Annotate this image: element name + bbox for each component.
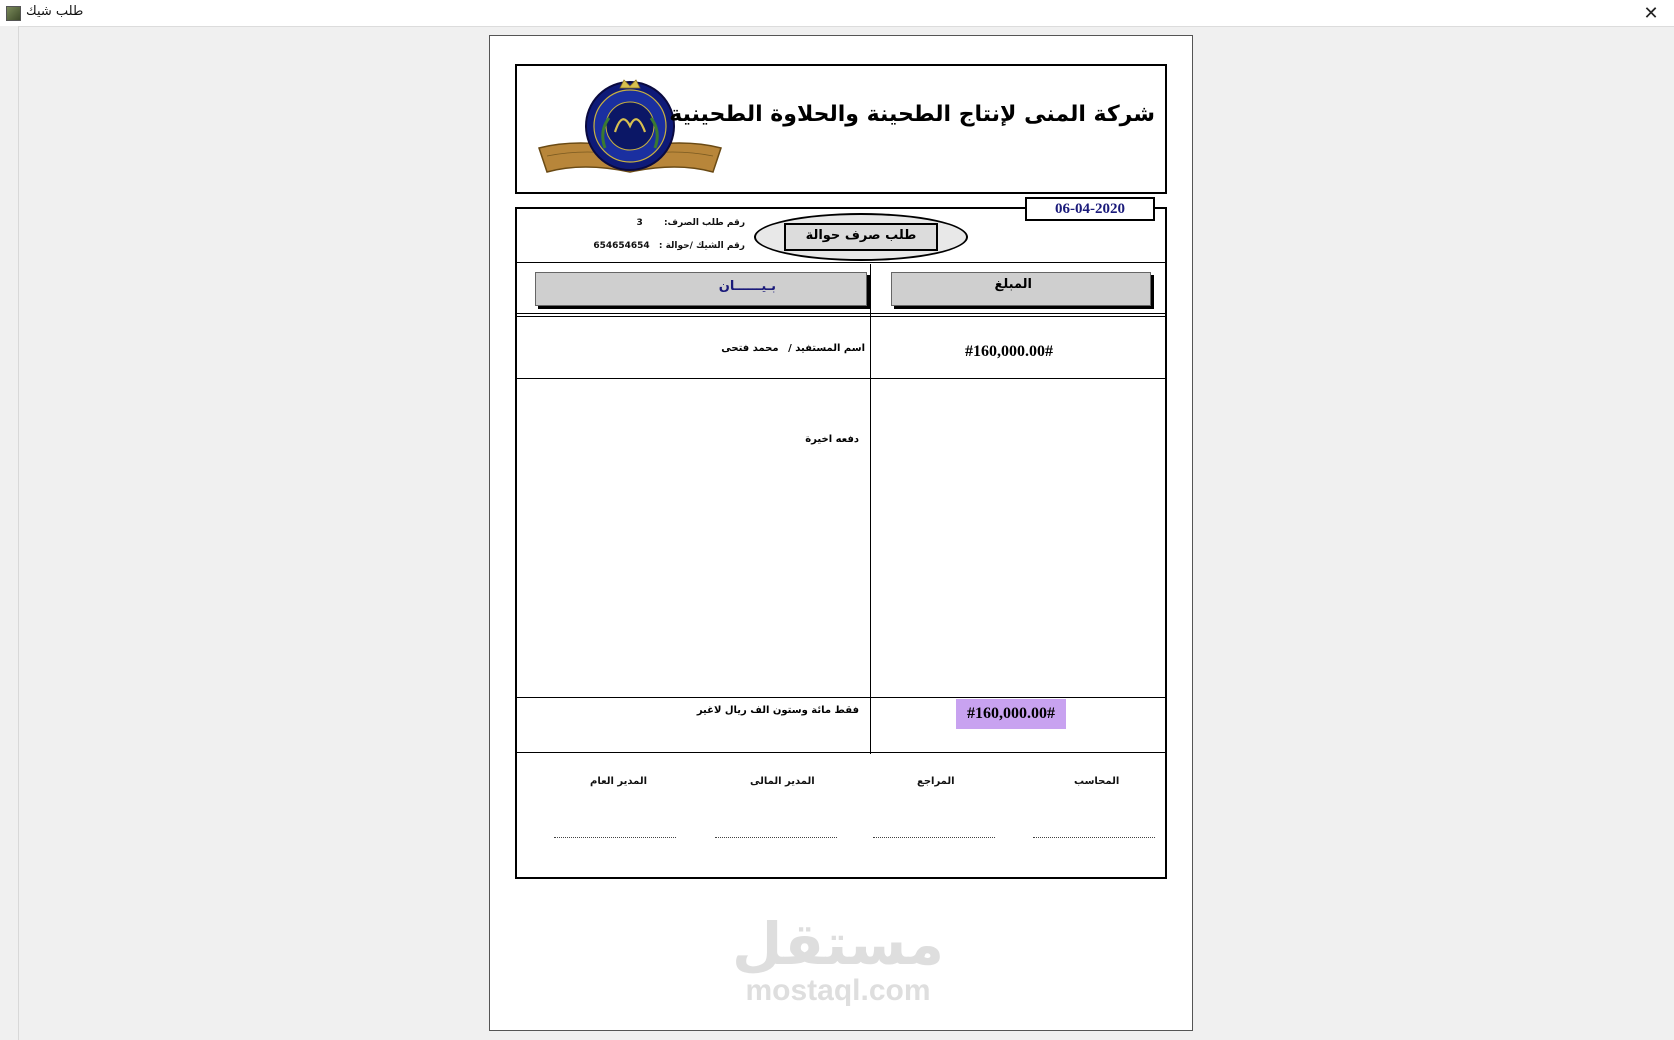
request-number-label: رقم طلب الصرف: bbox=[663, 218, 745, 228]
check-number-row bbox=[593, 241, 745, 251]
payment-description: دفعه اخيرة bbox=[805, 434, 859, 445]
divider bbox=[517, 316, 1165, 317]
column-divider bbox=[870, 264, 871, 754]
watermark-arabic: مستقل bbox=[731, 910, 945, 978]
request-number-value: 3 bbox=[636, 218, 643, 228]
report-body bbox=[515, 207, 1167, 879]
signature-line bbox=[715, 837, 837, 838]
divider bbox=[517, 752, 1165, 753]
amount-column-header bbox=[891, 272, 1151, 306]
description-column-header bbox=[535, 272, 867, 306]
signature-reviewer: المراجع bbox=[917, 776, 955, 787]
divider bbox=[517, 697, 1165, 698]
description-header-label: بـيــــــان bbox=[718, 279, 776, 294]
watermark-english: mostaql.com bbox=[745, 974, 931, 1007]
report-page bbox=[489, 35, 1193, 1031]
left-edge-panel bbox=[0, 26, 19, 1040]
company-logo bbox=[537, 76, 723, 180]
signature-line bbox=[554, 837, 676, 838]
watermark bbox=[728, 912, 948, 1006]
title-bar bbox=[0, 0, 1674, 27]
total-amount: #160,000.00# bbox=[956, 699, 1066, 729]
check-number-value: 654654654 bbox=[593, 241, 650, 251]
divider bbox=[517, 378, 1165, 379]
amount-in-words: فقط مائة وستون الف ريال لاغير bbox=[696, 705, 859, 716]
divider bbox=[517, 313, 1165, 314]
close-button[interactable]: ✕ bbox=[1643, 2, 1659, 24]
report-header bbox=[515, 64, 1167, 194]
report-date: 06-04-2020 bbox=[1025, 197, 1155, 221]
signature-accountant: المحاسب bbox=[1074, 776, 1120, 787]
beneficiary-name: محمد فتحى bbox=[721, 343, 779, 354]
beneficiary-row bbox=[721, 343, 865, 354]
amount-value: #160,000.00# bbox=[965, 343, 1053, 360]
request-title: طلب صرف حوالة bbox=[784, 223, 938, 251]
window-title: طلب شيك bbox=[26, 4, 84, 19]
signature-finance-manager: المدير المالى bbox=[750, 776, 815, 787]
company-name: شركة المنى لإنتاج الطحينة والحلاوة الطحينية bbox=[669, 102, 1155, 127]
beneficiary-label: اسم المستفيد / bbox=[788, 343, 865, 354]
app-icon bbox=[6, 6, 21, 21]
request-number-row bbox=[637, 218, 745, 228]
signature-general-manager: المدير العام bbox=[590, 776, 648, 787]
amount-header-label: المبلغ bbox=[994, 277, 1032, 292]
check-number-label: رقم الشيك /حوالة : bbox=[658, 241, 745, 251]
request-title-badge bbox=[754, 213, 968, 261]
signature-line bbox=[873, 837, 995, 838]
divider bbox=[517, 262, 1165, 263]
signature-line bbox=[1033, 837, 1155, 838]
